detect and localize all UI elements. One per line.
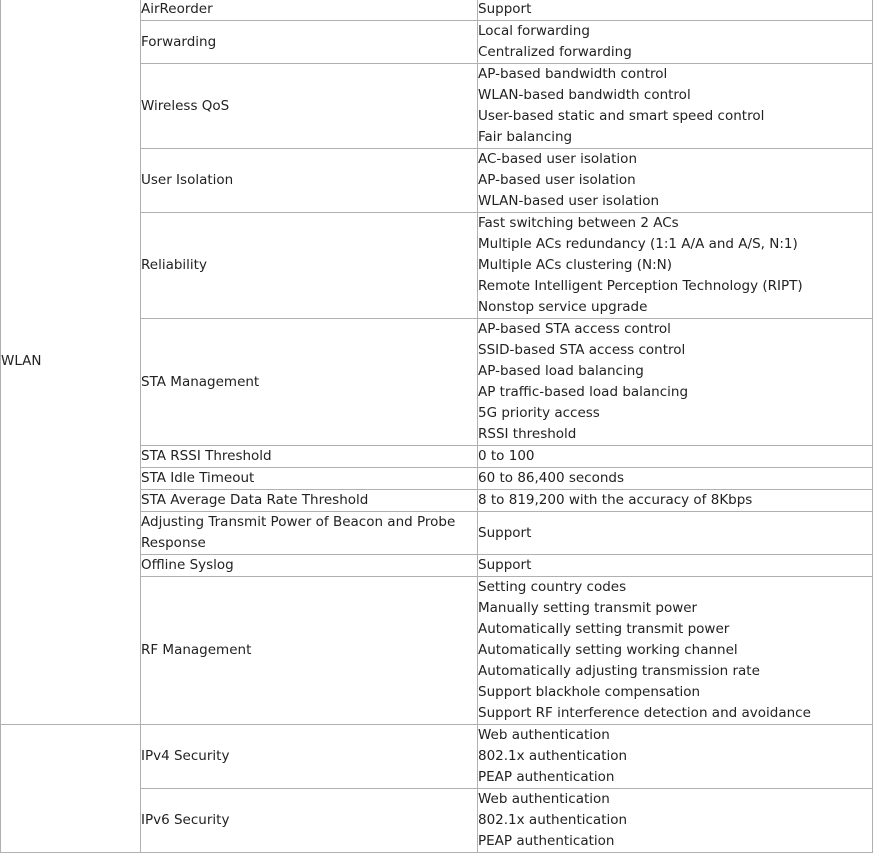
value-line: Centralized forwarding	[478, 44, 632, 60]
value-cell	[478, 319, 873, 446]
value-line: Nonstop service upgrade	[478, 299, 648, 315]
value-line: Manually setting transmit power	[478, 600, 698, 616]
value-line: PEAP authentication	[478, 769, 615, 785]
feature-label: STA Idle Timeout	[141, 470, 255, 486]
feature-label: Adjusting Transmit Power of Beacon and Probe Response	[141, 514, 456, 551]
value-cell	[478, 468, 873, 490]
value-line: Support	[478, 1, 532, 17]
value-line: 8 to 819,200 with the accuracy of 8Kbps	[478, 492, 753, 508]
table-row	[1, 725, 873, 789]
section-cell: WLAN	[1, 0, 141, 725]
value-cell	[478, 555, 873, 577]
value-line: Multiple ACs redundancy (1:1 A/A and A/S, N:1)	[478, 236, 798, 252]
value-line: SSID-based STA access control	[478, 342, 686, 358]
value-line: Support blackhole compensation	[478, 684, 701, 700]
feature-label: STA Management	[141, 373, 260, 390]
value-line: AP-based load balancing	[478, 363, 644, 379]
value-line: 0 to 100	[478, 448, 535, 464]
feature-label: STA RSSI Threshold	[141, 448, 272, 464]
value-cell	[478, 577, 873, 725]
spec-table-body	[1, 0, 873, 853]
value-line: Fast switching between 2 ACs	[478, 215, 679, 231]
feature-label: Offline Syslog	[141, 557, 234, 573]
table-row	[1, 0, 873, 21]
value-line: AP traffic-based load balancing	[478, 384, 689, 400]
feature-cell	[141, 21, 478, 64]
value-cell	[478, 21, 873, 64]
value-cell	[478, 0, 873, 21]
value-cell	[478, 446, 873, 468]
value-line: Multiple ACs clustering (N:N)	[478, 257, 673, 273]
value-cell	[478, 490, 873, 512]
feature-label: STA Average Data Rate Threshold	[141, 492, 369, 508]
value-line: Web authentication	[478, 727, 610, 743]
value-line: 60 to 86,400 seconds	[478, 470, 625, 486]
value-line: AP-based user isolation	[478, 172, 636, 188]
feature-cell	[141, 446, 478, 468]
value-line: AP-based bandwidth control	[478, 66, 668, 82]
value-line: Support RF interference detection and avoidance	[478, 705, 811, 721]
feature-label: Forwarding	[141, 33, 217, 50]
feature-cell	[141, 577, 478, 725]
value-cell	[478, 789, 873, 853]
value-cell	[478, 512, 873, 555]
value-line: Remote Intelligent Perception Technology (RIPT)	[478, 278, 803, 294]
feature-cell	[141, 789, 478, 853]
feature-cell	[141, 555, 478, 577]
value-line: Setting country codes	[478, 579, 627, 595]
value-cell	[478, 725, 873, 789]
value-line: 802.1x authentication	[478, 812, 628, 828]
value-line: User-based static and smart speed control	[478, 108, 765, 124]
feature-cell	[141, 149, 478, 213]
value-line: Automatically setting transmit power	[478, 621, 730, 637]
feature-cell	[141, 0, 478, 21]
value-line: WLAN-based bandwidth control	[478, 87, 691, 103]
value-line: Support	[478, 557, 532, 573]
section-cell	[1, 725, 141, 853]
feature-cell	[141, 725, 478, 789]
value-line: Local forwarding	[478, 23, 590, 39]
feature-cell	[141, 468, 478, 490]
feature-label: IPv6 Security	[141, 812, 230, 828]
feature-cell	[141, 319, 478, 446]
feature-label: AirReorder	[141, 1, 213, 17]
value-line: WLAN-based user isolation	[478, 193, 660, 209]
feature-label: User Isolation	[141, 172, 234, 188]
value-cell	[478, 64, 873, 149]
value-line: AC-based user isolation	[478, 151, 638, 167]
feature-label: RF Management	[141, 642, 252, 658]
feature-label: Wireless QoS	[141, 97, 230, 114]
value-line: RSSI threshold	[478, 426, 577, 442]
feature-label: IPv4 Security	[141, 748, 230, 764]
value-line: Support	[478, 524, 532, 541]
value-line: AP-based STA access control	[478, 321, 671, 337]
value-line: Fair balancing	[478, 129, 573, 145]
feature-label: Reliability	[141, 257, 207, 273]
feature-cell	[141, 213, 478, 319]
feature-cell	[141, 490, 478, 512]
value-line: 5G priority access	[478, 405, 600, 421]
value-line: Automatically setting working channel	[478, 642, 738, 658]
value-line: PEAP authentication	[478, 833, 615, 849]
value-line: Automatically adjusting transmission rate	[478, 663, 760, 679]
value-cell	[478, 149, 873, 213]
value-cell	[478, 213, 873, 319]
feature-cell	[141, 64, 478, 149]
value-line: 802.1x authentication	[478, 748, 628, 764]
feature-cell	[141, 512, 478, 555]
value-line: Web authentication	[478, 791, 610, 807]
